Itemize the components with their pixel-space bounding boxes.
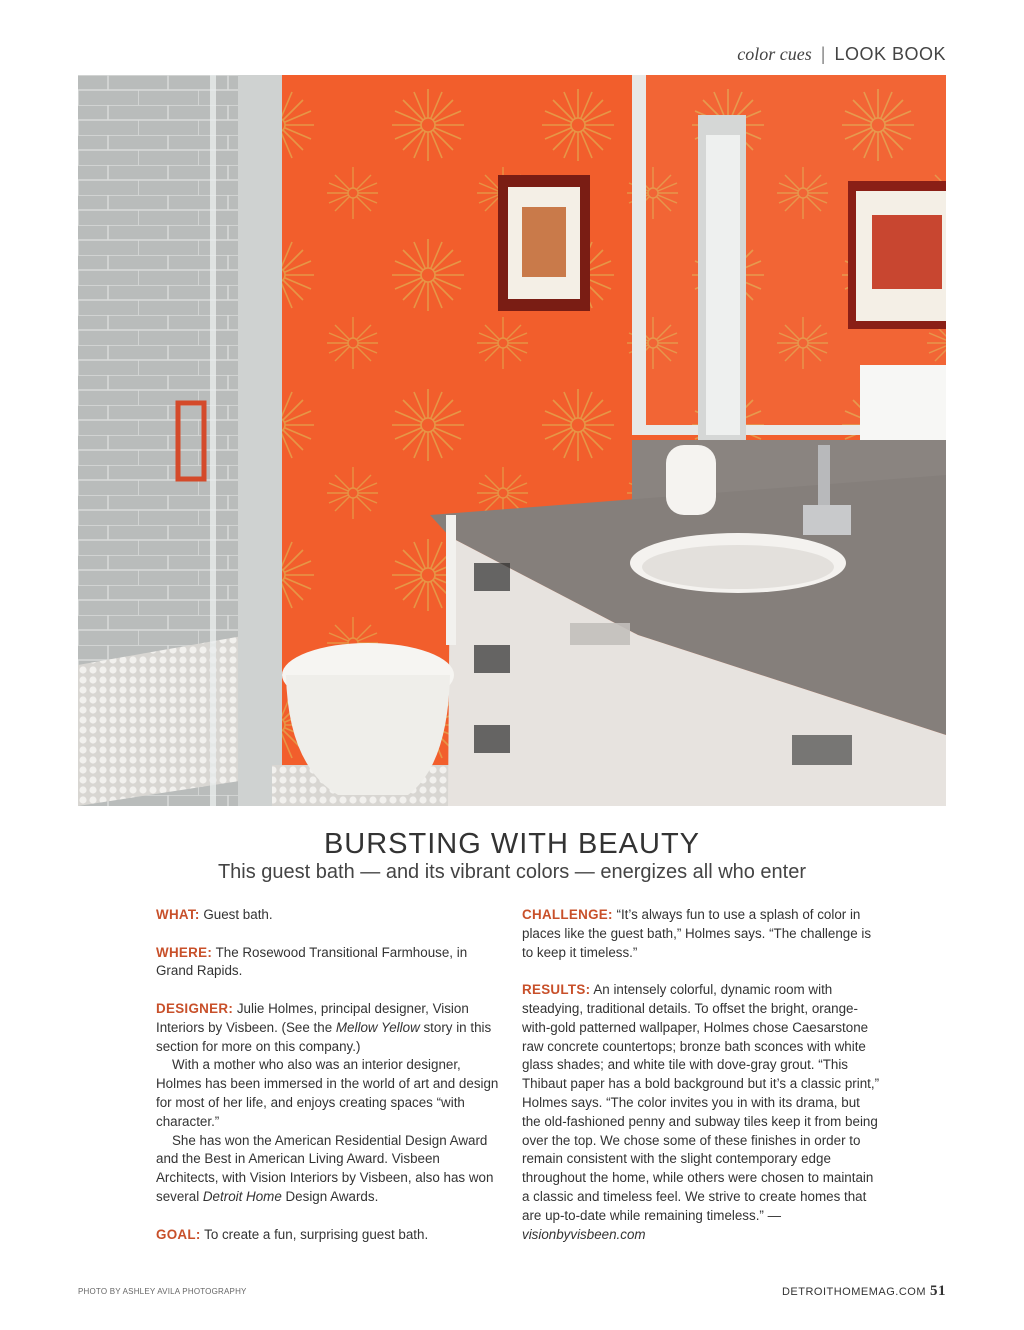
what-text: Guest bath. xyxy=(199,907,273,922)
results-text: An intensely colorful, dynamic room with steadying, traditional details. To offset the bright, orange-with-gold patterned wallpaper, Holmes chose Caesarstone raw concrete countertops; bronze bath sconces with white glass shades; and white tile with dove-gray grout. “This Thibaut paper has a bold background but it’s a classic print,” Holmes says. “The color invites you in with its drama, but the old-fashioned penny and subway tiles keep it from being over the top. We chose some of these finishes in order to remain consistent with the slight contemporary edge throughout the home, while others were chosen to maintain a classic and timeless feel. We strive to create homes that are up-to-date while remaining timeless.” — xyxy=(522,982,880,1223)
page-number: 51 xyxy=(930,1283,946,1299)
left-column xyxy=(156,906,504,1244)
section-separator: | xyxy=(820,44,826,64)
article-headline: BURSTING WITH BEAUTY xyxy=(323,828,701,860)
designer-para3-b: Design Awards. xyxy=(281,1188,379,1204)
where-label: WHERE: xyxy=(156,944,213,960)
what-label: WHAT: xyxy=(156,907,200,922)
designer-para3-a: She has won the American Residential Design Award and the Best in American Living Award. Visbeen Architects, with Vision Interiors by Visbeen, also has won several xyxy=(156,1132,494,1204)
designer-text-b: story in this section for more on this company.) xyxy=(156,1019,492,1054)
section-header xyxy=(737,44,946,65)
results-source: visionbyvisbeen.com xyxy=(522,1226,646,1242)
soap-dispenser xyxy=(666,445,716,515)
bathroom-photo xyxy=(78,75,946,806)
where-text: The Rosewood Transitional Farmhouse, in Grand Rapids. xyxy=(156,944,468,979)
photo-credit: PHOTO BY ASHLEY AVILA PHOTOGRAPHY xyxy=(78,1287,247,1296)
challenge-label: CHALLENGE: xyxy=(522,907,613,922)
designer-label: DESIGNER: xyxy=(156,1000,234,1016)
designer-italic: Mellow Yellow xyxy=(335,1019,420,1035)
section-cue: color cues xyxy=(737,44,812,64)
designer-para2: With a mother who also was an interior designer, Holmes has been immersed in the world of art and design for most of her life, and enjoys creating spaces “with character.” xyxy=(156,1057,499,1129)
right-column xyxy=(522,906,882,1244)
designer-text-a: Julie Holmes, principal designer, Vision Interiors by Visbeen. (See the xyxy=(156,1000,469,1035)
page-folio xyxy=(782,1283,946,1300)
magazine-site: DETROITHOMEMAG.COM xyxy=(781,1286,926,1298)
goal-text: To create a fun, surprising guest bath. xyxy=(200,1226,429,1242)
section-name: LOOK BOOK xyxy=(834,44,946,64)
goal-label: GOAL: xyxy=(156,1226,201,1242)
hand-towel xyxy=(860,365,946,445)
results-label: RESULTS: xyxy=(522,982,591,998)
challenge-text: “It’s always fun to use a splash of color in places like the guest bath,” Holmes says. “The challenge is to keep it timeless.” xyxy=(522,907,872,960)
designer-para3-italic: Detroit Home xyxy=(202,1188,282,1204)
article-deck: This guest bath — and its vibrant colors — energizes all who enter xyxy=(217,861,807,883)
